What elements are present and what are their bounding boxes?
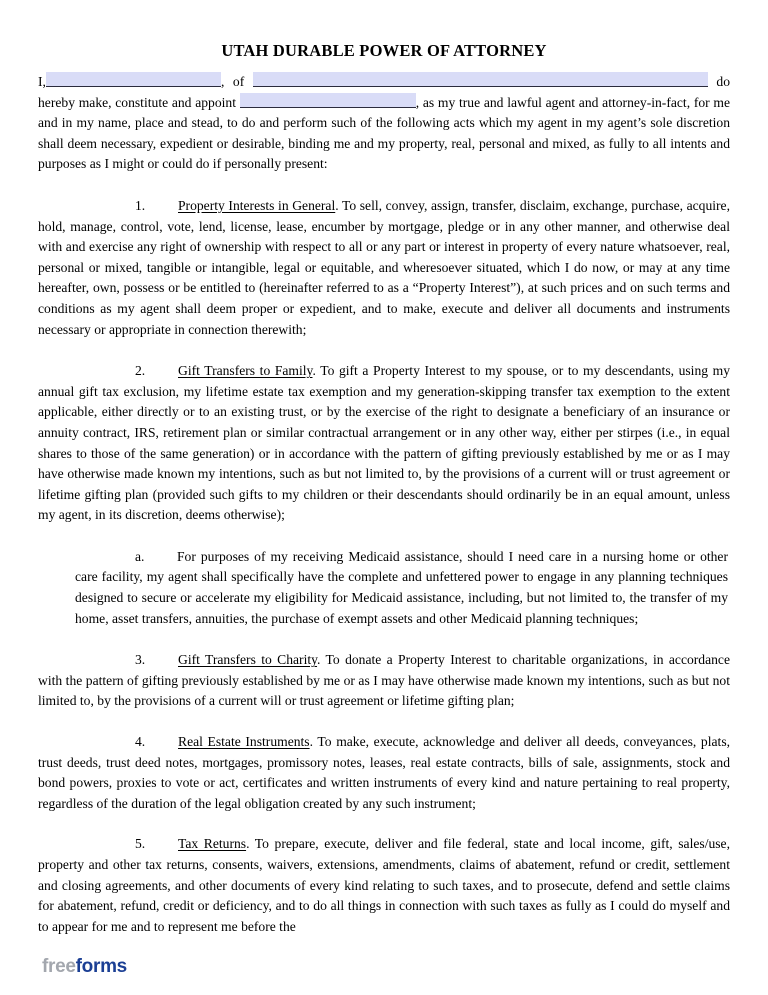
clause-item-3 (38, 650, 730, 712)
clause-number-3: 3. (135, 652, 146, 668)
spacer (38, 712, 730, 732)
clause-heading-3: Gift Transfers to Charity (178, 652, 318, 668)
clause-item-1 (38, 196, 730, 340)
clause-number-2: 2. (135, 363, 146, 379)
spacer (38, 814, 730, 834)
clause-item-4 (38, 732, 730, 814)
spacer (38, 629, 730, 650)
principal-name-input[interactable] (46, 72, 221, 87)
clause-text-4: . To make, execute, acknowledge and deliver all deeds, conveyances, plats, trust deeds, trust deed notes, mortgages, promissory notes, leases, real estate contracts, bills of sale, assignments, stock and bond powers, proxies to vote or act, certificates and written instruments of every kind and nature pertaining to real property, regardless of the duration of the legal obligation created by any such instrument; (38, 734, 731, 811)
clause-heading-5: Tax Returns (178, 836, 247, 852)
spacer (38, 175, 730, 196)
clause-item-5 (38, 834, 730, 937)
spacer (38, 526, 730, 547)
clause-heading-2: Gift Transfers to Family (178, 363, 313, 379)
page-title: UTAH DURABLE POWER OF ATTORNEY (221, 41, 547, 60)
subclause-text-a: For purposes of my receiving Medicaid assistance, should I need care in a nursing home or other care facility, my agent shall specifically have the complete and unfettered power to engage in any planning techniques designed to secure or accelerate my eligibility for Medicaid assistance, including, but not limited to, the transfer of my home, asset transfers, annuities, the purchase of exempt assets and other Medicaid planning techniques; (75, 548, 728, 626)
clause-heading-1: Property Interests in General (178, 197, 336, 213)
agent-name-input[interactable] (240, 93, 416, 108)
clause-number-4: 4. (135, 734, 146, 750)
clause-number-1: 1. (135, 197, 146, 213)
freeforms-logo (42, 957, 127, 976)
intro-continuation-text: , as my true and lawful agent and attorney-in-fact, for me and in my name, place and stead, to do and perform such of the following acts which my agent in my agent’s sole discretion shall deem necessary, expedient or desirable, binding me and my property, real, personal and mixed, as fully to all intents and purposes as I might or could do if personally present: (38, 94, 731, 172)
clause-text-2: . To gift a Property Interest to my spouse, or to my descendants, using my annual gift tax exclusion, my lifetime estate tax exemption and my generation-skipping transfer tax exemption to the extent applicable, either directly or to an existing trust, or by the exercise of the right to designate a beneficiary of an insurance or annuity contract, IRS, retirement plan or similar contractual arrangement or in any other way, either per stirpes (i.e., in equal shares to those of the same generation) or in accordance with the pattern of gifting previously established by me or as I may have otherwise made known my intentions, such as but not limited to, by the provisions of a current will or trust agreement or lifetime gifting plan (provided such gifts to my children or their descendants should ordinarily be in an equal amount, unless my agent, in its discretion, deems otherwise); (38, 363, 731, 523)
spacer (38, 340, 730, 361)
clause-number-5: 5. (135, 836, 146, 852)
clause-text-5: . To prepare, execute, deliver and file federal, state and local income, gift, sales/use, property and other tax returns, consents, waivers, extensions, amendments, claims of abatement, refund or credit, settlement and closing agreements, and other documents of every kind relating to such taxes, and to prosecute, defend and settle claims for abatement, refund, credit or deficiency, and to do all things in connection with such taxes as fully as I could do myself and to appear for me and to represent me before the (38, 836, 730, 934)
subclause-letter-a: a. (135, 548, 145, 564)
subclause-a-wrapper (75, 547, 728, 629)
clause-text-1: . To sell, convey, assign, transfer, disclaim, exchange, purchase, acquire, hold, manage, control, vote, lend, license, lease, encumber by mortgage, pledge or in any other manner, and otherwise deal with and exercise any right of ownership with respect to all or any part or interest in property of every nature whatsoever, real, personal or mixed, tangible or intangible, legal or equitable, and wheresoever situated, which I do now, or may at any time hereafter, own, possess or be entitled to (hereinafter referred to as a “Property Interest”), at such prices and on such terms and conditions as my agent shall deem proper or expedient, and to make, execute and deliver all documents and instruments necessary or appropriate in connection therewith; (38, 197, 730, 337)
document-body (38, 72, 730, 937)
clause-item-2 (38, 361, 730, 526)
intro-lead-label: I, (38, 74, 46, 89)
logo-text-forms: forms (75, 956, 127, 977)
subclause-item-a (75, 547, 728, 629)
clause-text-3: . To donate a Property Interest to charitable organizations, in accordance with the pattern of gifting previously established by me or as I may have otherwise made known my intentions, such as but not limited to, by the provisions of a current will or trust agreement or lifetime gifting plan; (38, 652, 730, 709)
logo-text-free: free (42, 956, 76, 977)
clause-heading-4: Real Estate Instruments (178, 734, 310, 750)
intro-appoint-label: do hereby make, constitute and appoint (38, 74, 730, 110)
principal-address-input[interactable] (253, 72, 708, 87)
intro-of-label: , of (220, 74, 245, 89)
intro-paragraph (38, 72, 730, 175)
